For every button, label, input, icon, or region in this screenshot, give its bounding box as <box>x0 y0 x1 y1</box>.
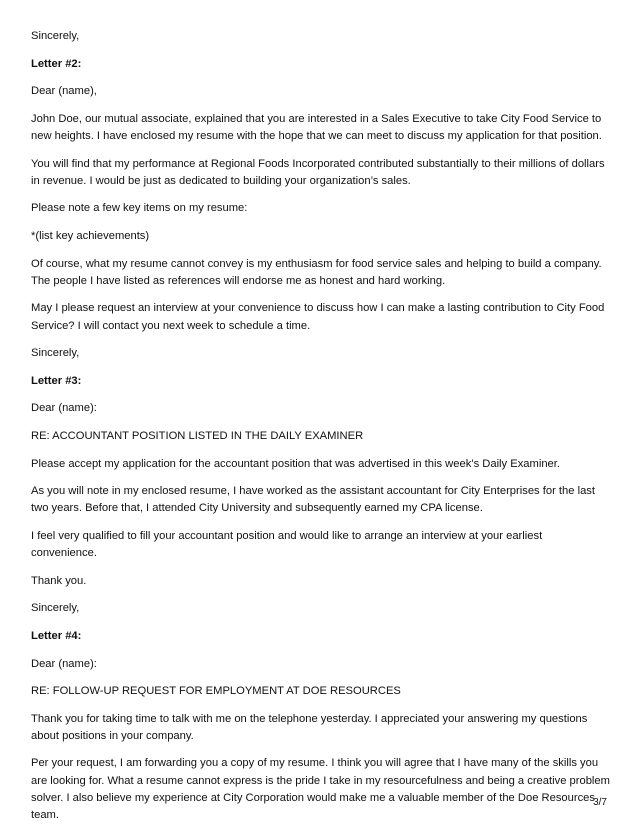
paragraph: *(list key achievements) <box>31 229 150 242</box>
paragraph: I feel very qualified to fill your accountant position and would like to arrange an interview at your earliest convenience. <box>31 529 543 560</box>
closing: Sincerely, <box>31 347 80 360</box>
document-body <box>31 28 611 835</box>
letter-heading: Letter #2: <box>31 57 82 70</box>
paragraph: Of course, what my resume cannot convey is my enthusiasm for food service sales and helping to build a company. The people I have listed as references will endorse me as honest and hard working. <box>31 257 602 287</box>
letter-heading: Letter #3: <box>31 374 82 387</box>
subject-line: RE: ACCOUNTANT POSITION LISTED IN THE DAILY EXAMINER <box>31 429 364 442</box>
paragraph: Per your request, I am forwarding you a copy of my resume. I think you will agree that I have many of the skills you are looking for. What a resume cannot express is the pride I take in my resourcefulness and being a creative problem solver. I also believe my experience at City Corporation would make me a valuable member of the Doe Resources team. <box>31 757 610 822</box>
paragraph: Please accept my application for the accountant position that was advertised in this week’s Daily Examiner. <box>31 457 560 470</box>
paragraph: John Doe, our mutual associate, explained that you are interested in a Sales Executive to take City Food Service to new heights. I have enclosed my resume with the hope that we can meet to discuss my application for that position. <box>31 112 602 142</box>
salutation: Dear (name): <box>31 657 97 670</box>
paragraph: May I please request an interview at your convenience to discuss how I can make a lasting contribution to City Food Service? I will contact you next week to schedule a time. <box>31 302 605 332</box>
letter-heading: Letter #4: <box>31 629 82 642</box>
paragraph: As you will note in my enclosed resume, I have worked as the assistant accountant for City Enterprises for the last two years. Before that, I attended City University and subsequently earned my CPA license. <box>31 485 595 515</box>
subject-line: RE: FOLLOW-UP REQUEST FOR EMPLOYMENT AT DOE RESOURCES <box>31 685 401 698</box>
closing: Sincerely, <box>31 30 80 42</box>
paragraph: You will find that my performance at Regional Foods Incorporated contributed substantially to their millions of dollars in revenue. I would be just as dedicated to building your organization’s sales. <box>31 157 605 187</box>
page-number: 3/7 <box>593 797 607 808</box>
closing: Sincerely, <box>31 602 80 615</box>
salutation: Dear (name), <box>31 85 97 98</box>
paragraph: Thank you. <box>31 574 87 587</box>
salutation: Dear (name): <box>31 402 97 415</box>
paragraph: Please note a few key items on my resume: <box>31 202 248 215</box>
paragraph: Thank you for taking time to talk with me on the telephone yesterday. I appreciated your answering my questions about positions in your company. <box>31 712 588 742</box>
